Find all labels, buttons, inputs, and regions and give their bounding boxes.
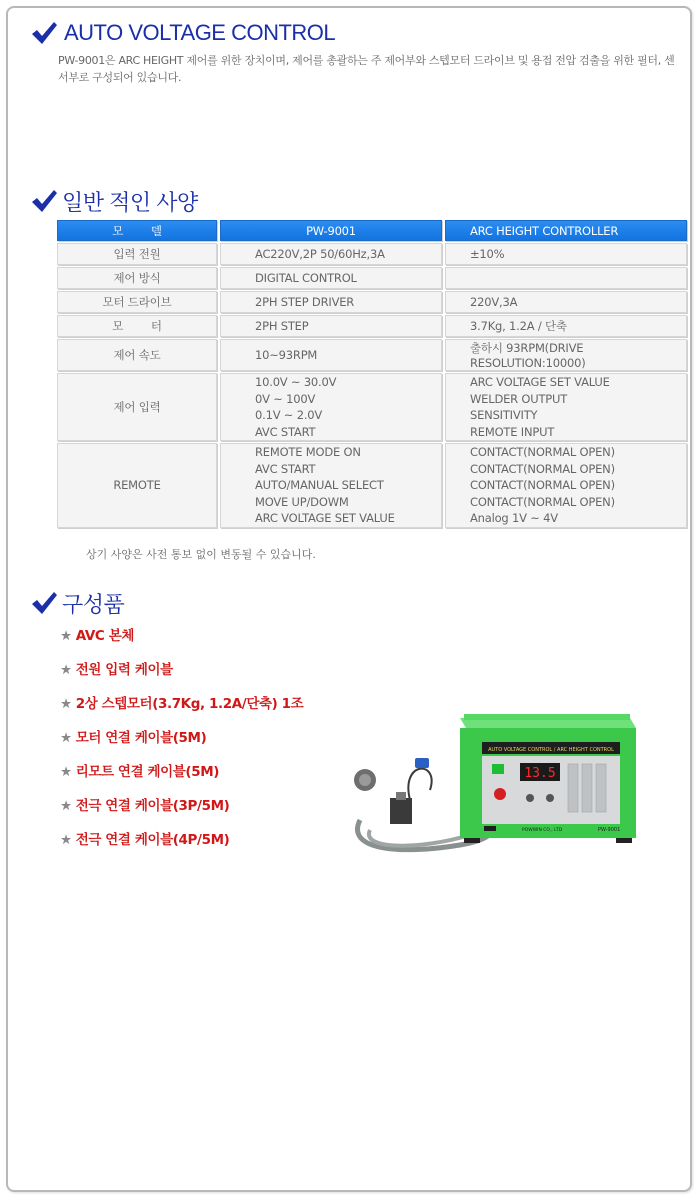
remote-extra: CONTACT(NORMAL OPEN) [470,445,615,459]
row-values [220,373,442,441]
control-input-value: 0V ~ 100V [255,391,316,406]
checkmark-icon [30,20,58,46]
row-label: 입력 전원 [57,243,217,265]
row-label: 제어 속도 [57,339,217,371]
list-item [60,726,303,760]
intro-description: PW-9001은 ARC HEIGHT 제어를 위한 장치이며, 제어를 총괄하는 주 제어부와 스텝모터 드라이브 및 용접 전압 검출을 위한 필터, 센서부로 구성되어 있습니다. [58,54,675,84]
row-label: 모터 드라이브 [57,291,217,313]
row-extras [445,373,687,441]
star-icon: ★ [60,798,72,814]
device-model: PW-9001 [598,827,621,833]
spec-table-header [57,220,687,241]
remote-value: ARC VOLTAGE SET VALUE [255,511,395,525]
list-item [60,624,303,658]
row-label: REMOTE [57,443,217,528]
components-list [60,624,303,862]
row-extras [445,443,687,528]
control-input-extra: SENSITIVITY [470,408,538,422]
component-label: 전극 연결 케이블(4P/5M) [75,832,230,848]
remote-extra: CONTACT(NORMAL OPEN) [470,494,615,509]
emergency-button[interactable] [494,788,506,800]
control-input-extra: ARC VOLTAGE SET VALUE [470,375,610,389]
spec-note: 상기 사양은 사전 통보 없이 변동될 수 있습니다. [86,548,316,561]
component-label: AVC 본체 [75,628,134,644]
star-icon: ★ [60,662,72,678]
connector-icon [415,758,429,768]
row-value: 2PH STEP [220,315,442,337]
row-value: 10~93RPM [220,339,442,371]
remote-value: MOVE UP/DOWM [255,494,349,509]
table-row [57,291,687,313]
list-item [60,794,303,828]
star-icon: ★ [60,730,72,746]
remote-extra: Analog 1V ~ 4V [470,511,558,525]
control-input-value: AVC START [255,424,316,439]
section-title-spec: 일반 적인 사양 [62,190,198,215]
device-panel-title: AUTO VOLTAGE CONTROL / ARC HEIGHT CONTROL [488,747,614,753]
row-extra: 220V,3A [445,291,687,313]
row-label: 모 터 [57,315,217,337]
component-label: 모터 연결 케이블(5M) [75,730,207,746]
row-values [220,443,442,528]
row-label: 제어 입력 [57,373,217,441]
table-row-remote [57,443,687,528]
remote-value: AUTO/MANUAL SELECT [255,478,384,492]
control-input-extra: REMOTE INPUT [470,424,555,439]
table-row [57,243,687,265]
row-extra: ±10% [445,243,687,265]
table-row-control-input [57,373,687,441]
section-title-components: 구성품 [62,592,125,617]
star-icon: ★ [60,696,72,712]
table-row [57,267,687,289]
remote-extra: CONTACT(NORMAL OPEN) [470,478,615,492]
step-motor-icon [390,798,412,824]
list-item [60,658,303,692]
component-label: 리모트 연결 케이블(5M) [75,764,219,780]
row-value: 2PH STEP DRIVER [220,291,442,313]
checkmark-icon [30,188,58,214]
control-input-value: 0.1V ~ 2.0V [255,408,323,422]
star-icon: ★ [60,628,72,644]
star-icon: ★ [60,832,72,848]
row-extra [445,267,687,289]
list-item [60,760,303,794]
row-extra: 3.7Kg, 1.2A / 단축 [445,315,687,337]
table-row [57,315,687,337]
list-item [60,828,303,862]
remote-value: REMOTE MODE ON [255,445,361,459]
power-switch[interactable] [492,764,504,774]
row-label: 제어 방식 [57,267,217,289]
device-brand: POWWIN CO., LTD [522,828,563,833]
row-value: AC220V,2P 50/60Hz,3A [220,243,442,265]
remote-value: AVC START [255,461,316,476]
table-row [57,339,687,371]
checkmark-icon [30,590,58,616]
remote-extra: CONTACT(NORMAL OPEN) [470,461,615,476]
header-product-name: ARC HEIGHT CONTROLLER [445,220,687,241]
header-model-name: PW-9001 [220,220,442,241]
row-value: DIGITAL CONTROL [220,267,442,289]
component-label: 전극 연결 케이블(3P/5M) [75,798,230,814]
avc-device-image [340,700,640,860]
component-label: 2상 스텝모터(3.7Kg, 1.2A/단축) 1조 [75,696,304,712]
list-item [60,692,303,726]
section-title-auto-voltage: AUTO VOLTAGE CONTROL [64,20,336,45]
control-input-value: 10.0V ~ 30.0V [255,375,337,389]
component-label: 전원 입력 케이블 [75,662,173,678]
star-icon: ★ [60,764,72,780]
led-display-value: 13.5 [524,766,556,781]
control-input-extra: WELDER OUTPUT [470,391,568,406]
spec-table [54,218,690,530]
header-model-label: 모 델 [57,220,217,241]
row-extra: 출하시 93RPM(DRIVE RESOLUTION:10000) [445,339,687,371]
